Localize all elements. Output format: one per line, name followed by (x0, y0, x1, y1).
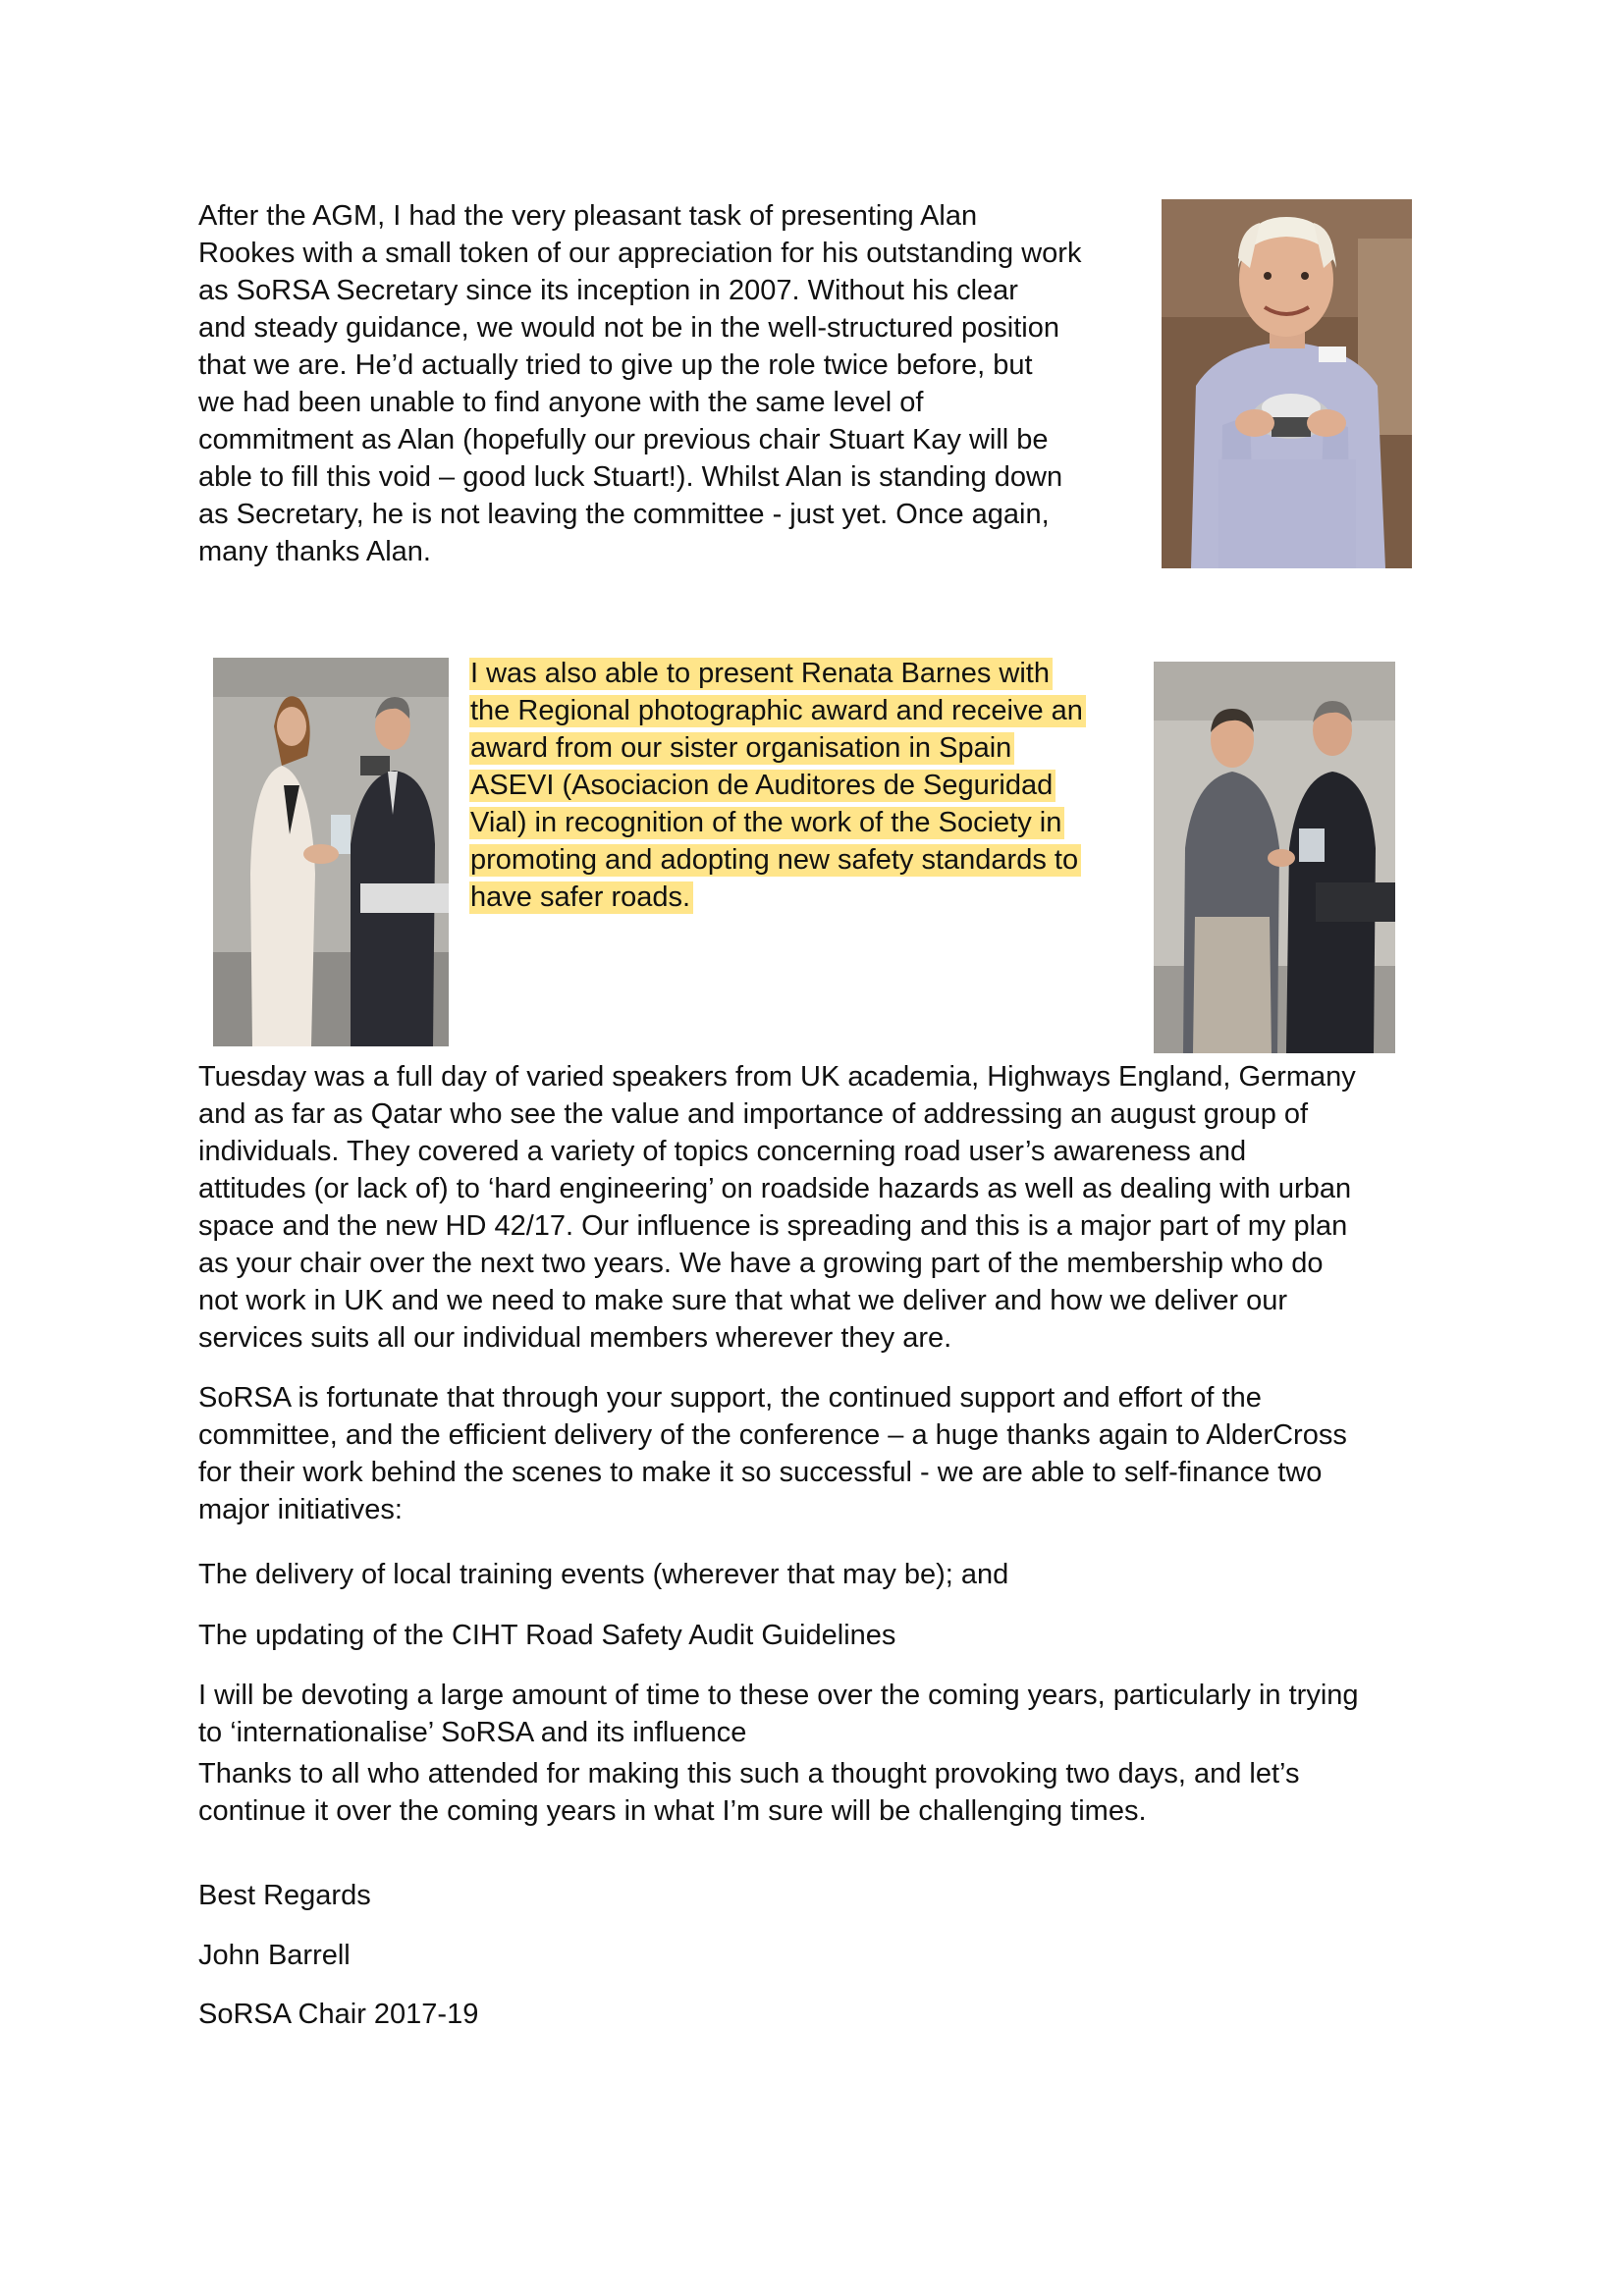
highlight-line (469, 692, 1086, 729)
signoff-regards (198, 1877, 371, 1914)
text-line: SoRSA is fortunate that through your support, the continued support and effort of the (198, 1382, 1262, 1414)
text-line: Tuesday was a full day of varied speakers from UK academia, Highways England, Germany (198, 1061, 1356, 1093)
text-line: Best Regards (198, 1880, 371, 1911)
highlight-line (469, 767, 1086, 804)
highlight-line (469, 804, 1086, 841)
alan-rookes-photo (1162, 199, 1412, 568)
text-line: attitudes (or lack of) to ‘hard engineering’ on roadside hazards as well as dealing with urban (198, 1173, 1352, 1204)
text-line: individuals. They covered a variety of topics concerning road user’s awareness and (198, 1136, 1247, 1167)
thanks-paragraph (198, 1755, 1299, 1830)
award-highlight-paragraph (469, 655, 1086, 916)
text-line: major initiatives: (198, 1494, 403, 1525)
initiative-guidelines (198, 1617, 895, 1654)
text-line: space and the new HD 42/17. Our influence is spreading and this is a major part of my plan (198, 1210, 1348, 1242)
text-line: that we are. He’d actually tried to give up the role twice before, but (198, 349, 1033, 381)
text-line: Rookes with a small token of our appreciation for his outstanding work (198, 238, 1082, 269)
text-line: services suits all our individual members wherever they are. (198, 1322, 952, 1354)
initiative-training (198, 1556, 1008, 1593)
signoff-name (198, 1937, 351, 1974)
devoting-paragraph (198, 1677, 1359, 1751)
highlight-text: Vial) in recognition of the work of the Society in (469, 807, 1064, 839)
highlight-text: promoting and adopting new safety standards to (469, 844, 1081, 877)
highlight-text: award from our sister organisation in Spain (469, 732, 1014, 765)
text-line: committee, and the efficient delivery of the conference – a huge thanks again to AlderCross (198, 1419, 1347, 1451)
highlight-text: ASEVI (Asociacion de Auditores de Seguridad (469, 770, 1056, 802)
highlight-line (469, 879, 1086, 916)
text-line: for their work behind the scenes to make it so successful - we are able to self-finance two (198, 1457, 1323, 1488)
highlight-text: the Regional photographic award and receive an (469, 695, 1086, 727)
text-line: we had been unable to find anyone with the same level of (198, 387, 924, 418)
fortunate-paragraph (198, 1379, 1445, 1528)
text-line: commitment as Alan (hopefully our previous chair Stuart Kay will be (198, 424, 1049, 455)
text-line: as Secretary, he is not leaving the committee - just yet. Once again, (198, 499, 1050, 530)
signoff-title (198, 1996, 478, 2033)
renata-barnes-award-photo (213, 658, 449, 1046)
highlight-text: I was also able to present Renata Barnes with (469, 658, 1053, 690)
text-line: and steady guidance, we would not be in the well-structured position (198, 312, 1059, 344)
text-line: as your chair over the next two years. We have a growing part of the membership who do (198, 1248, 1324, 1279)
text-line: I will be devoting a large amount of time to these over the coming years, particularly in trying (198, 1680, 1359, 1711)
text-line: The updating of the CIHT Road Safety Audit Guidelines (198, 1620, 896, 1651)
highlight-text: have safer roads. (469, 881, 693, 914)
intro-paragraph (198, 197, 1151, 570)
text-line: and as far as Qatar who see the value and importance of addressing an august group of (198, 1098, 1309, 1130)
text-line: Thanks to all who attended for making this such a thought provoking two days, and let’s (198, 1758, 1300, 1789)
highlight-line (469, 729, 1086, 767)
highlight-line (469, 841, 1086, 879)
asevi-award-photo (1154, 662, 1395, 1053)
text-line: John Barrell (198, 1940, 351, 1971)
text-line: able to fill this void – good luck Stuart!). Whilst Alan is standing down (198, 461, 1063, 493)
text-line: After the AGM, I had the very pleasant task of presenting Alan (198, 200, 978, 232)
text-line: as SoRSA Secretary since its inception in 2007. Without his clear (198, 275, 1018, 306)
text-line: continue it over the coming years in what I’m sure will be challenging times. (198, 1795, 1147, 1827)
text-line: to ‘internationalise’ SoRSA and its influence (198, 1717, 747, 1748)
text-line: not work in UK and we need to make sure that what we deliver and how we deliver our (198, 1285, 1288, 1316)
text-line: The delivery of local training events (wherever that may be); and (198, 1559, 1009, 1590)
text-line: many thanks Alan. (198, 536, 431, 567)
tuesday-paragraph (198, 1058, 1445, 1357)
text-line: SoRSA Chair 2017-19 (198, 1999, 479, 2030)
highlight-line (469, 655, 1086, 692)
